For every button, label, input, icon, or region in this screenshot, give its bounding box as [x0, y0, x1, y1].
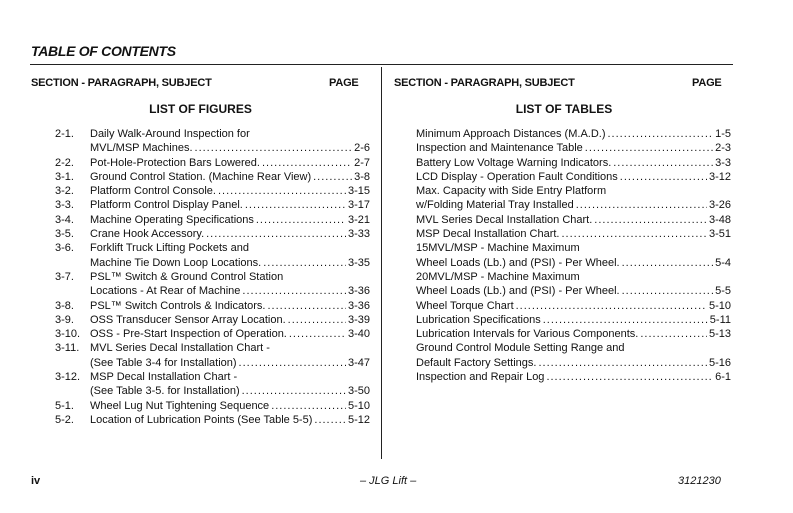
- toc-entry[interactable]: [55, 170, 370, 184]
- entry-title: Lubrication Intervals for Various Components.: [416, 328, 639, 341]
- toc-entry[interactable]: [416, 341, 731, 370]
- entry-page: 3-47: [347, 356, 370, 369]
- entry-title: 15MVL/MSP - Machine Maximum: [416, 242, 580, 255]
- page-title: TABLE OF CONTENTS: [31, 43, 176, 59]
- dot-leader: [594, 213, 707, 227]
- toc-entry[interactable]: [55, 198, 370, 212]
- toc-entry[interactable]: [416, 184, 731, 213]
- toc-entry[interactable]: [416, 170, 731, 184]
- toc-entry[interactable]: [55, 184, 370, 198]
- toc-entry[interactable]: [55, 227, 370, 241]
- entry-title: Lubrication Specifications: [416, 313, 541, 326]
- right-section-header: SECTION - PARAGRAPH, SUBJECT: [394, 77, 575, 89]
- entry-title-continued: Machine Tie Down Loop Locations.: [90, 256, 262, 269]
- toc-entry[interactable]: [416, 141, 731, 155]
- entry-number: 3-8.: [55, 299, 74, 312]
- toc-entry[interactable]: [55, 241, 370, 270]
- entry-page: 5-10: [347, 399, 370, 412]
- dot-leader: [242, 284, 346, 298]
- entry-title: MSP Decal Installation Chart.: [416, 228, 560, 241]
- dot-leader: [239, 356, 346, 370]
- list-of-figures-heading: LIST OF FIGURES: [149, 102, 252, 116]
- entry-title: Inspection and Maintenance Table: [416, 142, 583, 155]
- dot-leader: [256, 213, 346, 227]
- dot-leader: [622, 284, 714, 298]
- toc-entry[interactable]: [416, 156, 731, 170]
- dot-leader: [538, 356, 707, 370]
- toc-entry[interactable]: [55, 370, 370, 399]
- entry-number: 2-2.: [55, 156, 74, 169]
- footer-document-number: 3121230: [678, 475, 721, 487]
- entry-title: LCD Display - Operation Fault Conditions: [416, 170, 618, 183]
- entry-number: 3-9.: [55, 313, 74, 326]
- entry-title: Forklift Truck Lifting Pockets and: [90, 242, 249, 255]
- dot-leader: [561, 227, 706, 241]
- entry-page: 1-5: [715, 128, 731, 140]
- left-page-header: PAGE: [329, 77, 359, 89]
- toc-entry[interactable]: [416, 270, 731, 299]
- entry-page: 3-36: [347, 285, 370, 298]
- dot-leader: [516, 299, 707, 313]
- entry-title-continued: Wheel Loads (Lb.) and (PSI) - Per Wheel.: [416, 256, 620, 269]
- dot-leader: [546, 370, 713, 384]
- footer-publisher: – JLG Lift –: [360, 475, 417, 487]
- toc-entry[interactable]: [55, 413, 370, 427]
- toc-entry[interactable]: [55, 399, 370, 413]
- entry-page: 3-15: [347, 185, 370, 198]
- toc-entry[interactable]: [416, 241, 731, 270]
- dot-leader: [263, 256, 346, 270]
- toc-entry[interactable]: [55, 156, 370, 170]
- entry-number: 3-6.: [55, 242, 74, 255]
- toc-entry[interactable]: [55, 213, 370, 227]
- dot-leader: [314, 413, 346, 427]
- entry-page: 6-1: [715, 371, 731, 384]
- dot-leader: [543, 313, 708, 327]
- entry-page: 2-6: [354, 142, 370, 155]
- entry-title: 20MVL/MSP - Machine Maximum: [416, 270, 580, 283]
- entry-title: MSP Decal Installation Chart -: [90, 371, 238, 384]
- entry-title: Max. Capacity with Side Entry Platform: [416, 185, 607, 198]
- entry-title: Machine Operating Specifications: [90, 213, 254, 226]
- entry-number: 2-1.: [55, 128, 74, 140]
- entry-page: 2-3: [715, 142, 731, 155]
- entry-page: 3-48: [708, 213, 731, 226]
- toc-entry[interactable]: [416, 313, 731, 327]
- dot-leader: [242, 384, 346, 398]
- entry-page: 5-12: [347, 413, 370, 426]
- toc-entry[interactable]: [416, 227, 731, 241]
- title-divider: [30, 64, 733, 65]
- entry-number: 3-11.: [55, 342, 80, 355]
- entry-page: 3-50: [347, 385, 370, 398]
- left-section-header: SECTION - PARAGRAPH, SUBJECT: [31, 77, 212, 89]
- entry-title: Platform Control Console.: [90, 185, 216, 198]
- entry-title-continued: w/Folding Material Tray Installed: [416, 199, 574, 212]
- entry-number: 3-5.: [55, 228, 74, 241]
- entry-title-continued: (See Table 3-5. for Installation): [90, 385, 240, 398]
- dot-leader: [271, 399, 346, 413]
- toc-entry[interactable]: [55, 341, 370, 370]
- entry-page: 3-12: [708, 170, 731, 183]
- column-divider: [381, 67, 382, 459]
- entry-number: 3-2.: [55, 185, 74, 198]
- entry-title: Pot-Hole-Protection Bars Lowered.: [90, 156, 260, 169]
- entry-page: 5-5: [715, 285, 731, 298]
- entry-title: Wheel Torque Chart: [416, 299, 514, 312]
- entry-title: Inspection and Repair Log: [416, 371, 545, 384]
- dot-leader: [585, 141, 713, 155]
- dot-leader: [622, 256, 714, 270]
- toc-entry[interactable]: [416, 299, 731, 313]
- entry-page: 5-16: [708, 356, 731, 369]
- entry-page: 3-8: [354, 170, 370, 183]
- dot-leader: [195, 141, 353, 155]
- entry-title: MVL Series Decal Installation Chart.: [416, 213, 593, 226]
- entry-number: 3-1.: [55, 170, 74, 183]
- list-of-tables-heading: LIST OF TABLES: [515, 102, 613, 116]
- entry-number: 3-4.: [55, 213, 74, 226]
- dot-leader: [576, 198, 707, 212]
- entry-number: 3-10.: [55, 328, 81, 341]
- entry-title: PSL™ Switch & Ground Control Station: [90, 270, 284, 283]
- toc-entry[interactable]: [55, 327, 370, 341]
- entry-title-continued: (See Table 3-4 for Installation): [90, 356, 237, 369]
- entry-number: 3-7.: [55, 270, 74, 283]
- entry-page: 3-40: [347, 328, 370, 341]
- toc-entry[interactable]: [416, 127, 731, 141]
- entry-title: Ground Control Module Setting Range and: [416, 342, 625, 355]
- entry-title-continued: Wheel Loads (Lb.) and (PSI) - Per Wheel.: [416, 285, 620, 298]
- toc-entry[interactable]: [55, 270, 370, 299]
- dot-leader: [267, 299, 346, 313]
- right-page-header: PAGE: [692, 77, 722, 89]
- entry-title: Wheel Lug Nut Tightening Sequence: [90, 399, 270, 412]
- entry-title: Battery Low Voltage Warning Indicators.: [416, 156, 612, 169]
- entry-title-continued: MVL/MSP Machines.: [90, 142, 193, 155]
- entry-title: Minimum Approach Distances (M.A.D.): [416, 128, 606, 140]
- entry-page: 3-36: [347, 299, 370, 312]
- entry-page: 3-3: [715, 156, 731, 169]
- dot-leader: [640, 327, 707, 341]
- dot-leader: [620, 170, 707, 184]
- dot-leader: [613, 156, 713, 170]
- entry-page: 5-4: [715, 256, 731, 269]
- entry-title: Daily Walk-Around Inspection for: [90, 128, 250, 140]
- dot-leader: [608, 127, 714, 141]
- dot-leader: [245, 198, 346, 212]
- entry-title: OSS Transducer Sensor Array Location.: [90, 313, 286, 326]
- entry-page: 3-21: [347, 213, 370, 226]
- toc-entry[interactable]: [55, 313, 370, 327]
- dot-leader: [288, 313, 346, 327]
- entry-page: 3-33: [347, 228, 370, 241]
- entry-title: OSS - Pre-Start Inspection of Operation.: [90, 328, 287, 341]
- footer-page-number: iv: [31, 475, 41, 487]
- entry-title: Crane Hook Accessory.: [90, 228, 205, 241]
- entry-page: 3-35: [347, 256, 370, 269]
- entry-number: 3-3.: [55, 199, 74, 212]
- entry-number: 5-1.: [55, 399, 74, 412]
- toc-entry[interactable]: [416, 327, 731, 341]
- entry-title: Ground Control Station. (Machine Rear View): [90, 170, 312, 183]
- entry-page: 5-11: [709, 313, 731, 326]
- entry-title: Location of Lubrication Points (See Table 5-5): [90, 413, 313, 426]
- toc-entry[interactable]: [55, 127, 370, 156]
- dot-leader: [206, 227, 346, 241]
- entry-page: 5-10: [708, 299, 731, 312]
- dot-leader: [313, 170, 352, 184]
- toc-entry[interactable]: [416, 370, 731, 384]
- entry-page: 3-51: [708, 228, 731, 241]
- entry-title-continued: Default Factory Settings.: [416, 356, 537, 369]
- figures-list: [55, 127, 370, 427]
- entry-title-continued: Locations - At Rear of Machine: [90, 285, 241, 298]
- entry-page: 3-39: [347, 313, 370, 326]
- entry-page: 5-13: [708, 328, 731, 341]
- dot-leader: [218, 184, 346, 198]
- entry-number: 3-12.: [55, 371, 81, 384]
- entry-page: 2-7: [354, 156, 370, 169]
- toc-entry[interactable]: [416, 213, 731, 227]
- entry-title: PSL™ Switch Controls & Indicators.: [90, 299, 266, 312]
- entry-title: MVL Series Decal Installation Chart -: [90, 342, 270, 355]
- dot-leader: [262, 156, 352, 170]
- entry-page: 3-17: [347, 199, 370, 212]
- tables-list: [416, 127, 731, 384]
- toc-entry[interactable]: [55, 299, 370, 313]
- entry-number: 5-2.: [55, 413, 74, 426]
- entry-page: 3-26: [708, 199, 731, 212]
- dot-leader: [289, 327, 346, 341]
- entry-title: Platform Control Display Panel.: [90, 199, 243, 212]
